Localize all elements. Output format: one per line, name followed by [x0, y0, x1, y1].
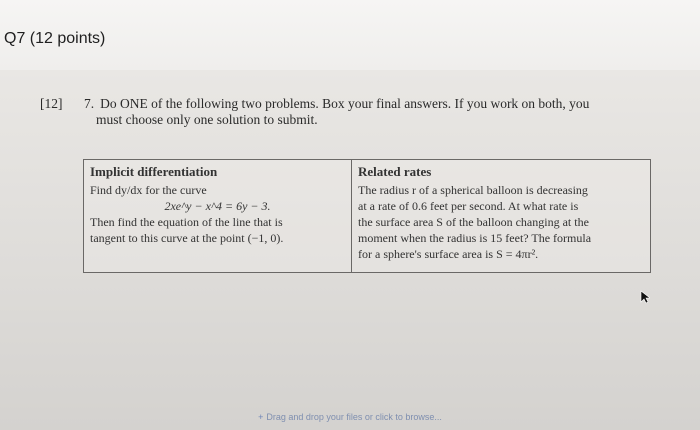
question-title: Q7 (12 points) — [4, 30, 106, 47]
curve-equation: 2xe^y − x^4 = 6y − 3. — [164, 199, 271, 213]
problem-line-2: must choose only one solution to submit. — [96, 112, 318, 127]
option-text: for a sphere's surface area is S = 4πr². — [358, 247, 539, 261]
option-text: The radius r of a spherical balloon is decreasing — [358, 183, 588, 197]
option-text: the surface area S of the balloon changing at the — [358, 215, 589, 229]
option-title: Implicit differentiation — [90, 164, 218, 179]
option-text: Then find the equation of the line that is — [90, 215, 283, 229]
option-implicit-differentiation — [84, 160, 352, 272]
option-title: Related rates — [358, 164, 432, 179]
plus-icon: + — [258, 412, 264, 422]
options-table — [83, 159, 651, 273]
dropzone-label: Drag and drop your files or click to browse... — [266, 412, 442, 422]
cursor-arrow-icon — [640, 290, 650, 304]
option-text: tangent to this curve at the point (−1, 0). — [90, 231, 284, 245]
option-text: moment when the radius is 15 feet? The formula — [358, 231, 592, 245]
problem-number: 7. — [84, 96, 95, 111]
question-header — [0, 0, 700, 70]
file-dropzone[interactable] — [0, 412, 700, 422]
points-label: [12] — [40, 96, 63, 111]
problem-line-1 — [84, 96, 589, 112]
problem-line-1-text: Do ONE of the following two problems. Box your final answers. If you work on both, you — [100, 96, 590, 111]
option-related-rates — [352, 160, 650, 272]
option-text: at a rate of 0.6 feet per second. At what rate is — [358, 199, 579, 213]
option-text: Find dy/dx for the curve — [90, 183, 207, 197]
